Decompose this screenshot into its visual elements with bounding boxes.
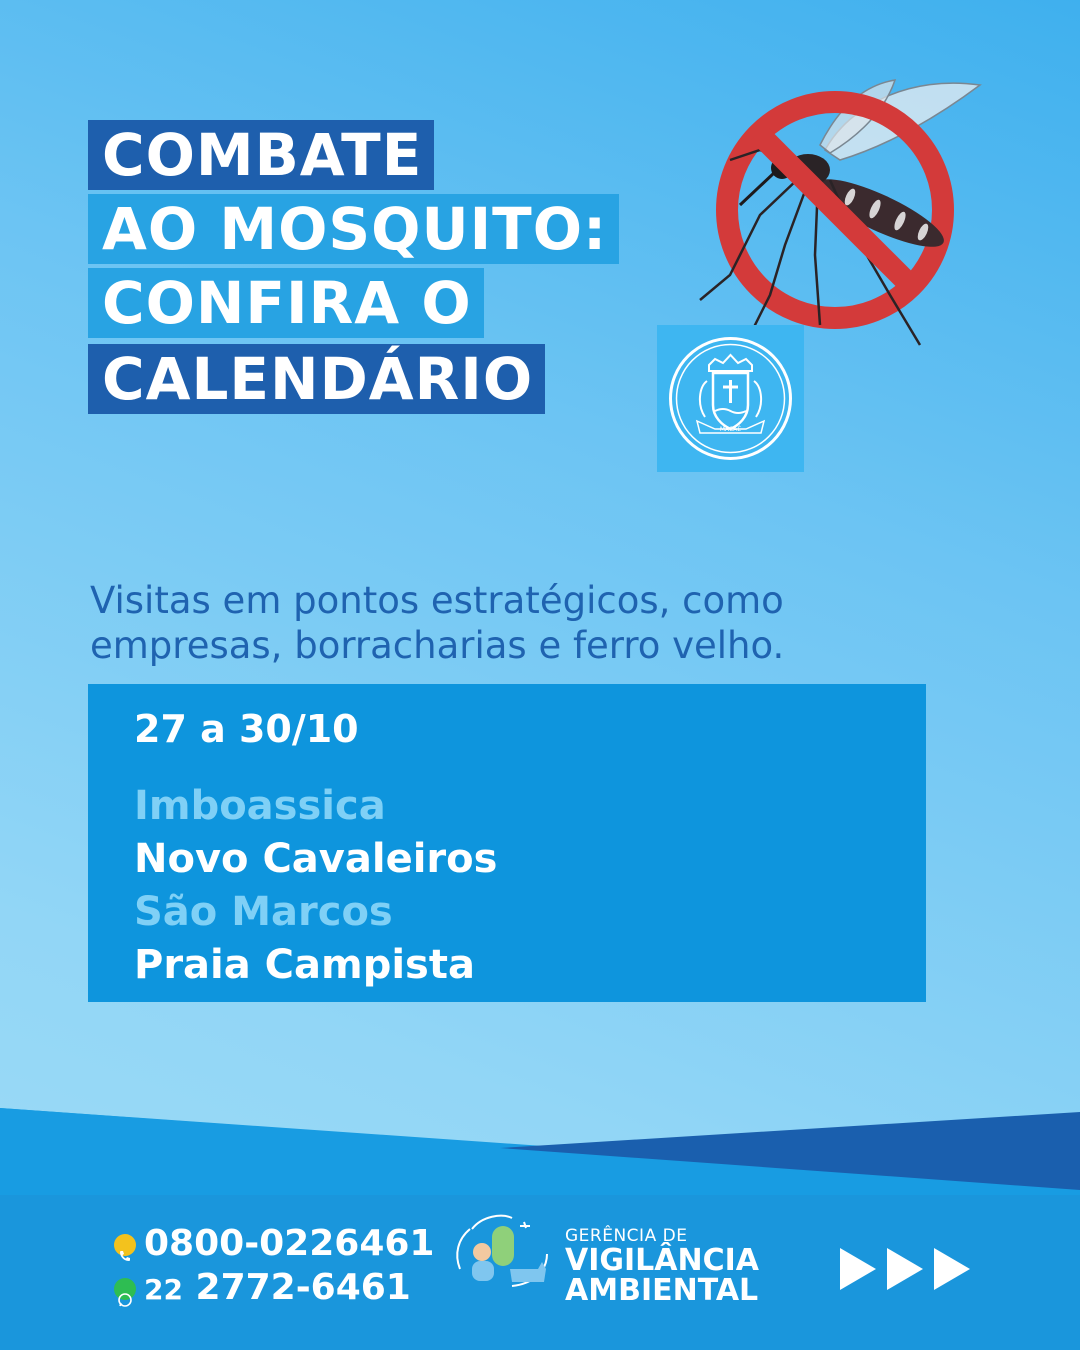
phone-number: 0800-0226461 xyxy=(144,1223,435,1264)
vigilancia-logo xyxy=(565,1226,759,1306)
schedule-box xyxy=(88,684,926,1002)
next-arrows-icon[interactable] xyxy=(840,1246,975,1292)
whatsapp-number: 2772-6461 xyxy=(195,1267,411,1308)
logo-line-3: AMBIENTAL xyxy=(565,1273,759,1308)
city-seal-icon xyxy=(657,325,804,472)
location-item: São Marcos xyxy=(134,889,393,935)
location-item: Praia Campista xyxy=(134,942,475,988)
city-seal xyxy=(657,325,804,472)
seal-motto: MACAÉ xyxy=(719,426,742,433)
whatsapp-icon xyxy=(114,1278,136,1300)
location-item: Imboassica xyxy=(134,783,386,829)
whatsapp-contact[interactable] xyxy=(114,1266,411,1312)
phone-contact[interactable] xyxy=(114,1222,434,1266)
title-line-2: AO MOSQUITO: xyxy=(88,194,619,264)
no-mosquito-icon xyxy=(690,65,990,355)
subtitle: Visitas em pontos estratégicos, como empresas, borracharias e ferro velho. xyxy=(90,579,785,667)
title-line-1: COMBATE xyxy=(88,120,434,190)
title-line-4: CALENDÁRIO xyxy=(88,344,545,414)
title-line-3: CONFIRA O xyxy=(88,268,484,338)
logo-line-1: GERÊNCIA DE xyxy=(565,1226,688,1246)
logo-line-2: VIGILÂNCIA xyxy=(565,1243,760,1278)
vigilancia-logo-icon xyxy=(452,1214,562,1289)
whatsapp-area-code: 22 xyxy=(144,1273,183,1306)
phone-icon xyxy=(114,1234,136,1256)
location-item: Novo Cavaleiros xyxy=(134,836,498,882)
schedule-date: 27 a 30/10 xyxy=(134,707,359,751)
